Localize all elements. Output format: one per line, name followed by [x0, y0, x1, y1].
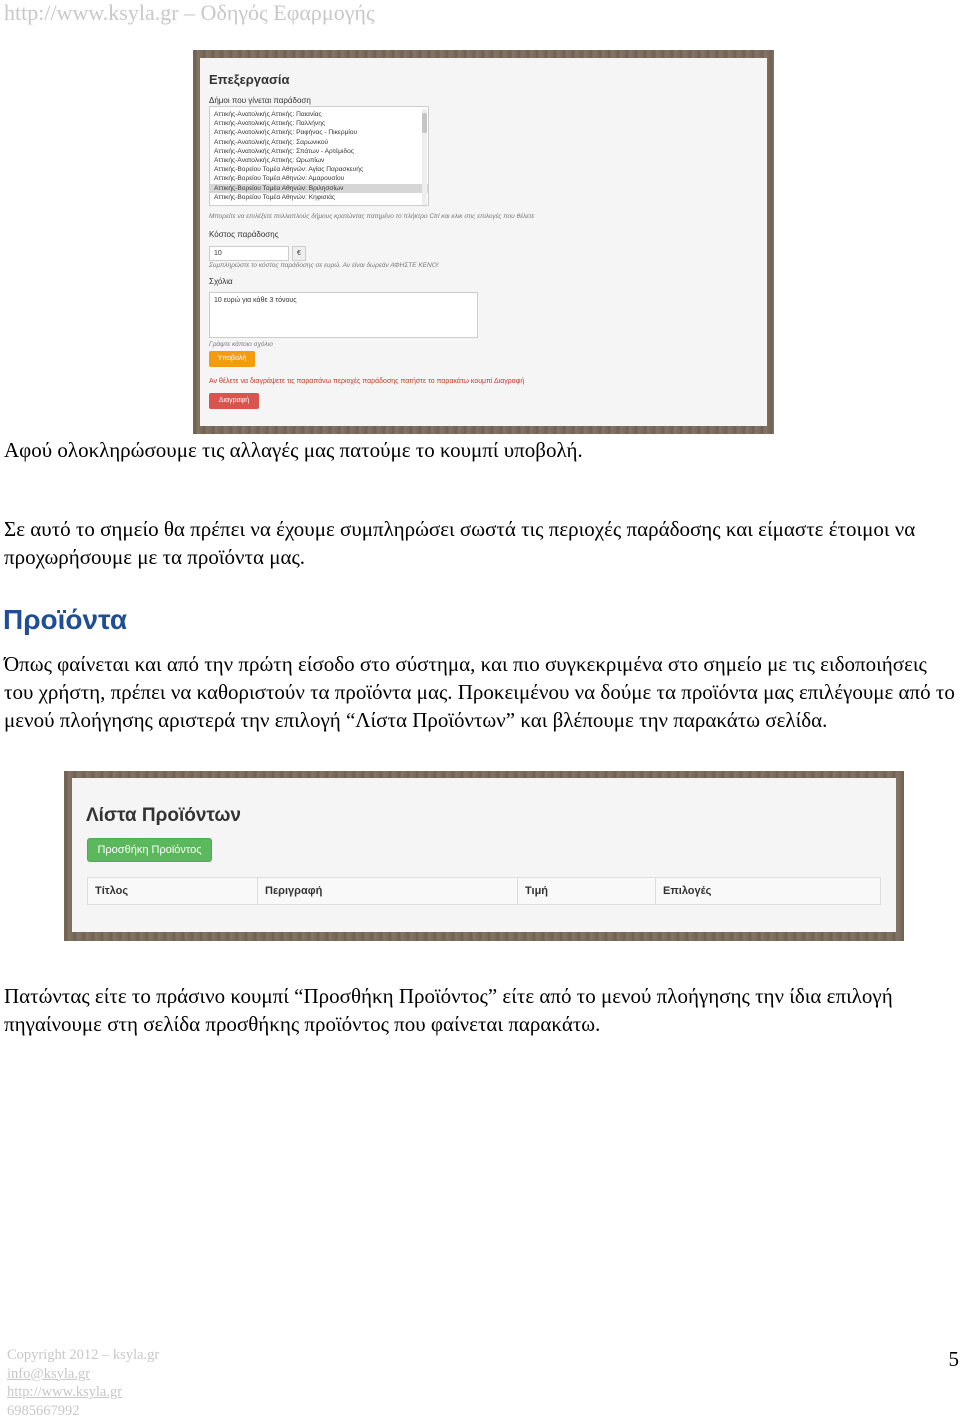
product-list-panel [72, 778, 896, 932]
area-options [210, 107, 428, 202]
cost-label: Κόστος παράδοσης [209, 230, 279, 239]
column-header-description[interactable]: Περιγραφή [258, 878, 518, 904]
footer [7, 1346, 159, 1420]
comments-label: Σχόλια [209, 277, 233, 286]
delete-note: Αν θέλετε να διαγράψετε τις παραπάνω περιοχές παράδοσης πατήστε το παρακάτω κουμπί Διαγραφή [209, 378, 524, 385]
area-option[interactable]: Αττικής-Ανατολικής Αττικής: Σαρωνικού [210, 138, 428, 147]
edit-panel [200, 58, 767, 426]
paragraph-submit: Αφού ολοκληρώσουμε τις αλλαγές μας πατούμε το κουμπί υποβολή. [4, 436, 956, 464]
page-number: 5 [949, 1347, 960, 1372]
cost-input[interactable]: 10 [209, 246, 289, 261]
column-header-options[interactable]: Επιλογές [656, 878, 880, 904]
footer-phone: 6985667992 [7, 1402, 159, 1420]
footer-email-link[interactable]: info@ksyla.gr [7, 1365, 159, 1384]
comments-help-text: Γράψτε κάποιο σχόλιο [209, 341, 273, 348]
delivery-areas-select[interactable] [209, 106, 429, 206]
delete-button[interactable]: Διαγραφή [209, 393, 259, 409]
page-header: http://www.ksyla.gr – Οδηγός Εφαρμογής [4, 0, 375, 26]
edit-screenshot [193, 50, 774, 434]
areas-help-text: Μπορείτε να επιλέξετε πολλαπλούς δήμους κρατώντας πατημένο το πλήκτρο Ctrl και κλικ στις επιλογές που θέλετε [209, 213, 534, 220]
footer-website-link[interactable]: http://www.ksyla.gr [7, 1383, 159, 1402]
products-table-header [87, 877, 881, 905]
paragraph-ready: Σε αυτό το σημείο θα πρέπει να έχουμε συμπληρώσει σωστά τις περιοχές παράδοσης και είμαστε έτοιμοι να προχωρήσουμε με τα προϊόντα μας. [4, 515, 956, 571]
area-option[interactable]: Αττικής-Βορείου Τομέα Αθηνών: Κηφισιάς [210, 193, 428, 202]
area-option[interactable]: Αττικής-Ανατολικής Αττικής: Παιανίας [210, 110, 428, 119]
edit-title: Επεξεργασία [209, 72, 290, 87]
area-option[interactable]: Αττικής-Ανατολικής Αττικής: Σπάτων - Αρτέμιδος [210, 147, 428, 156]
paragraph-add-product: Πατώντας είτε το πράσινο κουμπί “Προσθήκη Προϊόντος” είτε από το μενού πλοήγησης την ίδια επιλογή πηγαίνουμε στη σελίδα προσθήκης προϊόντος που φαίνεται παρακάτω. [4, 982, 956, 1038]
comments-textarea[interactable]: 10 ευρώ για κάθε 3 τόνους [209, 292, 478, 338]
product-list-title: Λίστα Προϊόντων [86, 805, 241, 827]
cost-help-text: Συμπληρώστε το κόστος παράδοσης σε ευρώ. Αν είναι δωρεάν ΑΦΗΣΤΕ ΚΕΝΟ! [209, 262, 439, 269]
listbox-scroll-thumb[interactable] [422, 113, 427, 133]
area-option[interactable]: Αττικής-Βορείου Τομέα Αθηνών: Αγίας Παρασκευής [210, 165, 428, 174]
column-header-price[interactable]: Τιμή [518, 878, 656, 904]
area-option[interactable]: Αττικής-Βορείου Τομέα Αθηνών: Αμαρουσίου [210, 174, 428, 183]
paragraph-products: Όπως φαίνεται και από την πρώτη είσοδο στο σύστημα, και πιο συγκεκριμένα στο σημείο με τις ειδοποιήσεις του χρήστη, πρέπει να καθοριστούν τα προϊόντα μας. Προκειμένου να δούμε τα προϊόντα μας επιλέγουμε από το μενού πλοήγησης αριστερά την επιλογή “Λίστα Προϊόντων” και βλέπουμε την παρακάτω σελίδα. [4, 650, 956, 734]
currency-addon: € [292, 246, 306, 261]
add-product-button[interactable]: Προσθήκη Προϊόντος [87, 838, 212, 862]
area-option[interactable]: Αττικής-Ανατολικής Αττικής: Ωρωπίων [210, 156, 428, 165]
delivery-areas-label: Δήμοι που γίνεται παράδοση [209, 96, 311, 105]
product-list-screenshot [64, 771, 904, 941]
area-option[interactable]: Αττικής-Ανατολικής Αττικής: Ραφήνας - Πικερμίου [210, 128, 428, 137]
column-header-title[interactable]: Τίτλος [88, 878, 258, 904]
area-option[interactable]: Αττικής-Ανατολικής Αττικής: Παλλήνης [210, 119, 428, 128]
section-heading-products: Προϊόντα [3, 604, 127, 636]
footer-copyright: Copyright 2012 – ksyla.gr [7, 1346, 159, 1365]
area-option[interactable]: Αττικής-Βορείου Τομέα Αθηνών: Βριλησσίων [210, 184, 428, 193]
submit-button[interactable]: Υποβολή [209, 351, 255, 367]
